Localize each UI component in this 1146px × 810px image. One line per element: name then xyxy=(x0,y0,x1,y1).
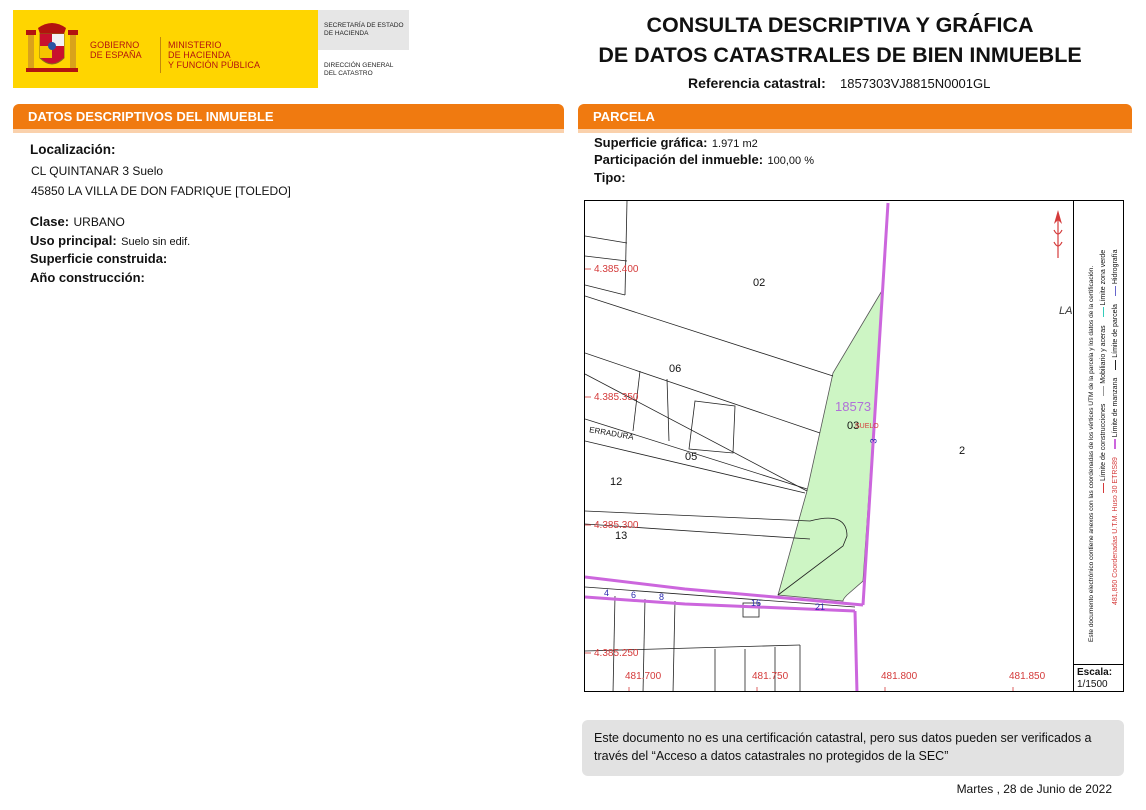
parcel-number: 6 xyxy=(631,590,637,600)
datos-descriptivos-section xyxy=(13,104,564,133)
legend-swatch-manzana xyxy=(1114,439,1116,449)
anio-construccion-label: Año construcción: xyxy=(30,270,145,285)
parcel-label: 03 xyxy=(847,420,860,432)
parcel-label: 05 xyxy=(685,451,698,463)
map-scale xyxy=(1073,664,1124,692)
legend-text-col1 xyxy=(1110,215,1122,605)
parcel-label: 12 xyxy=(610,476,623,488)
gobierno-text: GOBIERNO DE ESPAÑA xyxy=(90,40,142,60)
legend-entry: Límite de manzana xyxy=(1112,377,1119,438)
address-line2: 45850 LA VILLA DE DON FADRIQUE [TOLEDO] xyxy=(31,184,291,198)
uso-value: Suelo sin edif. xyxy=(121,236,191,248)
notice-line1: Este documento no es una certificación catastral, pero sus datos pueden ser verificados a xyxy=(594,731,1092,745)
legend-entry: Mobiliario y aceras xyxy=(1100,325,1107,384)
uso-row xyxy=(30,232,190,250)
parcela-section xyxy=(578,104,1132,133)
clase-value: URBANO xyxy=(73,215,125,229)
legend-note: Este documento electrónico contiene anexos con las coordenadas de los vértices UTM de la parcela y los datos de la certificación. xyxy=(1088,265,1095,642)
direccion-general-text: DIRECCIÓN GENERAL DEL CATASTRO xyxy=(324,62,394,77)
parcel-ref-label: 18573 xyxy=(835,399,872,414)
section-underline xyxy=(13,129,564,133)
y-tick: 4.385.250 xyxy=(594,648,639,659)
section-underline xyxy=(578,129,1132,133)
legend-text-col2 xyxy=(1098,215,1110,605)
y-tick: 4.385.400 xyxy=(594,264,639,275)
parcel-number: 21 xyxy=(815,602,826,612)
superficie-grafica-value: 1.971 m2 xyxy=(711,138,758,150)
superficie-grafica-row xyxy=(594,134,758,152)
north-arrow-icon xyxy=(1050,208,1066,264)
map-drawing xyxy=(585,201,1124,692)
section-header-parcela: PARCELA xyxy=(578,104,1132,129)
y-tick: 4.385.300 xyxy=(594,520,639,531)
cadastral-map[interactable] xyxy=(584,200,1124,692)
parcel-label: 02 xyxy=(753,277,766,289)
edge-label: LA xyxy=(1059,305,1073,317)
address-line1: CL QUINTANAR 3 Suelo xyxy=(31,164,164,178)
street-number: 3 xyxy=(868,438,879,444)
page-title: CONSULTA DESCRIPTIVA Y GRÁFICA DE DATOS CATASTRALES DE BIEN INMUEBLE xyxy=(598,13,1082,67)
parcel-label: 13 xyxy=(615,530,628,542)
ref-catastral-label: Referencia catastral: xyxy=(688,75,826,91)
clase-row xyxy=(30,213,125,231)
participacion-label: Participación del inmueble: xyxy=(594,152,764,167)
superficie-construida-label: Superficie construida: xyxy=(30,251,168,266)
parcel-number: 4 xyxy=(604,588,610,598)
legend-entry: Límite de construcciones xyxy=(1100,403,1107,482)
x-tick: 481.800 xyxy=(881,671,918,682)
street-label: ERRADURA xyxy=(588,425,635,442)
legend-coords: 481,850 Coordenadas U.T.M. Huso 30 ETRS89 xyxy=(1112,457,1119,605)
y-tick: 4.385.350 xyxy=(594,392,639,403)
uso-label: Uso principal: xyxy=(30,233,117,248)
participacion-value: 100,00 % xyxy=(767,155,814,167)
parcel-label: 06 xyxy=(669,363,682,375)
disclaimer-notice xyxy=(582,720,1124,776)
participacion-row xyxy=(594,151,814,169)
scale-value: 1/1500 xyxy=(1077,679,1108,690)
localizacion-label: Localización: xyxy=(30,142,116,157)
logo-divider xyxy=(160,37,161,73)
parcel-number: 16 xyxy=(751,598,762,608)
legend-swatch-hidro xyxy=(1115,286,1116,296)
clase-label: Clase: xyxy=(30,214,70,229)
legend-swatch-construcciones xyxy=(1103,483,1104,493)
legend-entry: Límite zona verde xyxy=(1100,249,1107,306)
notice-line2: través del “Acceso a datos catastrales no protegidos de la SEC” xyxy=(594,749,949,763)
legend-swatch-mobiliario xyxy=(1103,386,1104,396)
x-tick: 481.700 xyxy=(625,671,662,682)
scale-label: Escala: xyxy=(1077,667,1113,678)
secretaria-text: SECRETARÍA DE ESTADO DE HACIENDA xyxy=(324,22,404,37)
legend-entry: Hidrografía xyxy=(1112,249,1119,285)
section-header-datos xyxy=(13,104,564,129)
document-date: Martes , 28 de Junio de 2022 xyxy=(956,782,1112,796)
coat-of-arms-icon xyxy=(24,20,80,78)
section-title-prefix: DATOS DESCRIPTIVOS DEL xyxy=(28,109,206,124)
parcel-label: 2 xyxy=(959,445,966,457)
parcel-number: 8 xyxy=(659,592,665,602)
ref-catastral-value: 1857303VJ8815N0001GL xyxy=(840,76,991,91)
x-tick: 481.750 xyxy=(752,671,789,682)
suelo-label: SUELO xyxy=(855,423,879,430)
ministerio-text: MINISTERIO DE HACIENDA Y FUNCIÓN PÚBLICA xyxy=(168,40,261,70)
superficie-grafica-label: Superficie gráfica: xyxy=(594,135,708,150)
x-tick: 481.850 xyxy=(1009,671,1046,682)
section-title-bold: INMUEBLE xyxy=(205,109,274,124)
legend-swatch-parcela xyxy=(1115,360,1116,370)
legend-entry: Límite de parcela xyxy=(1112,304,1119,358)
legend-swatch-zona-verde xyxy=(1103,307,1104,317)
tipo-label: Tipo: xyxy=(594,170,626,185)
